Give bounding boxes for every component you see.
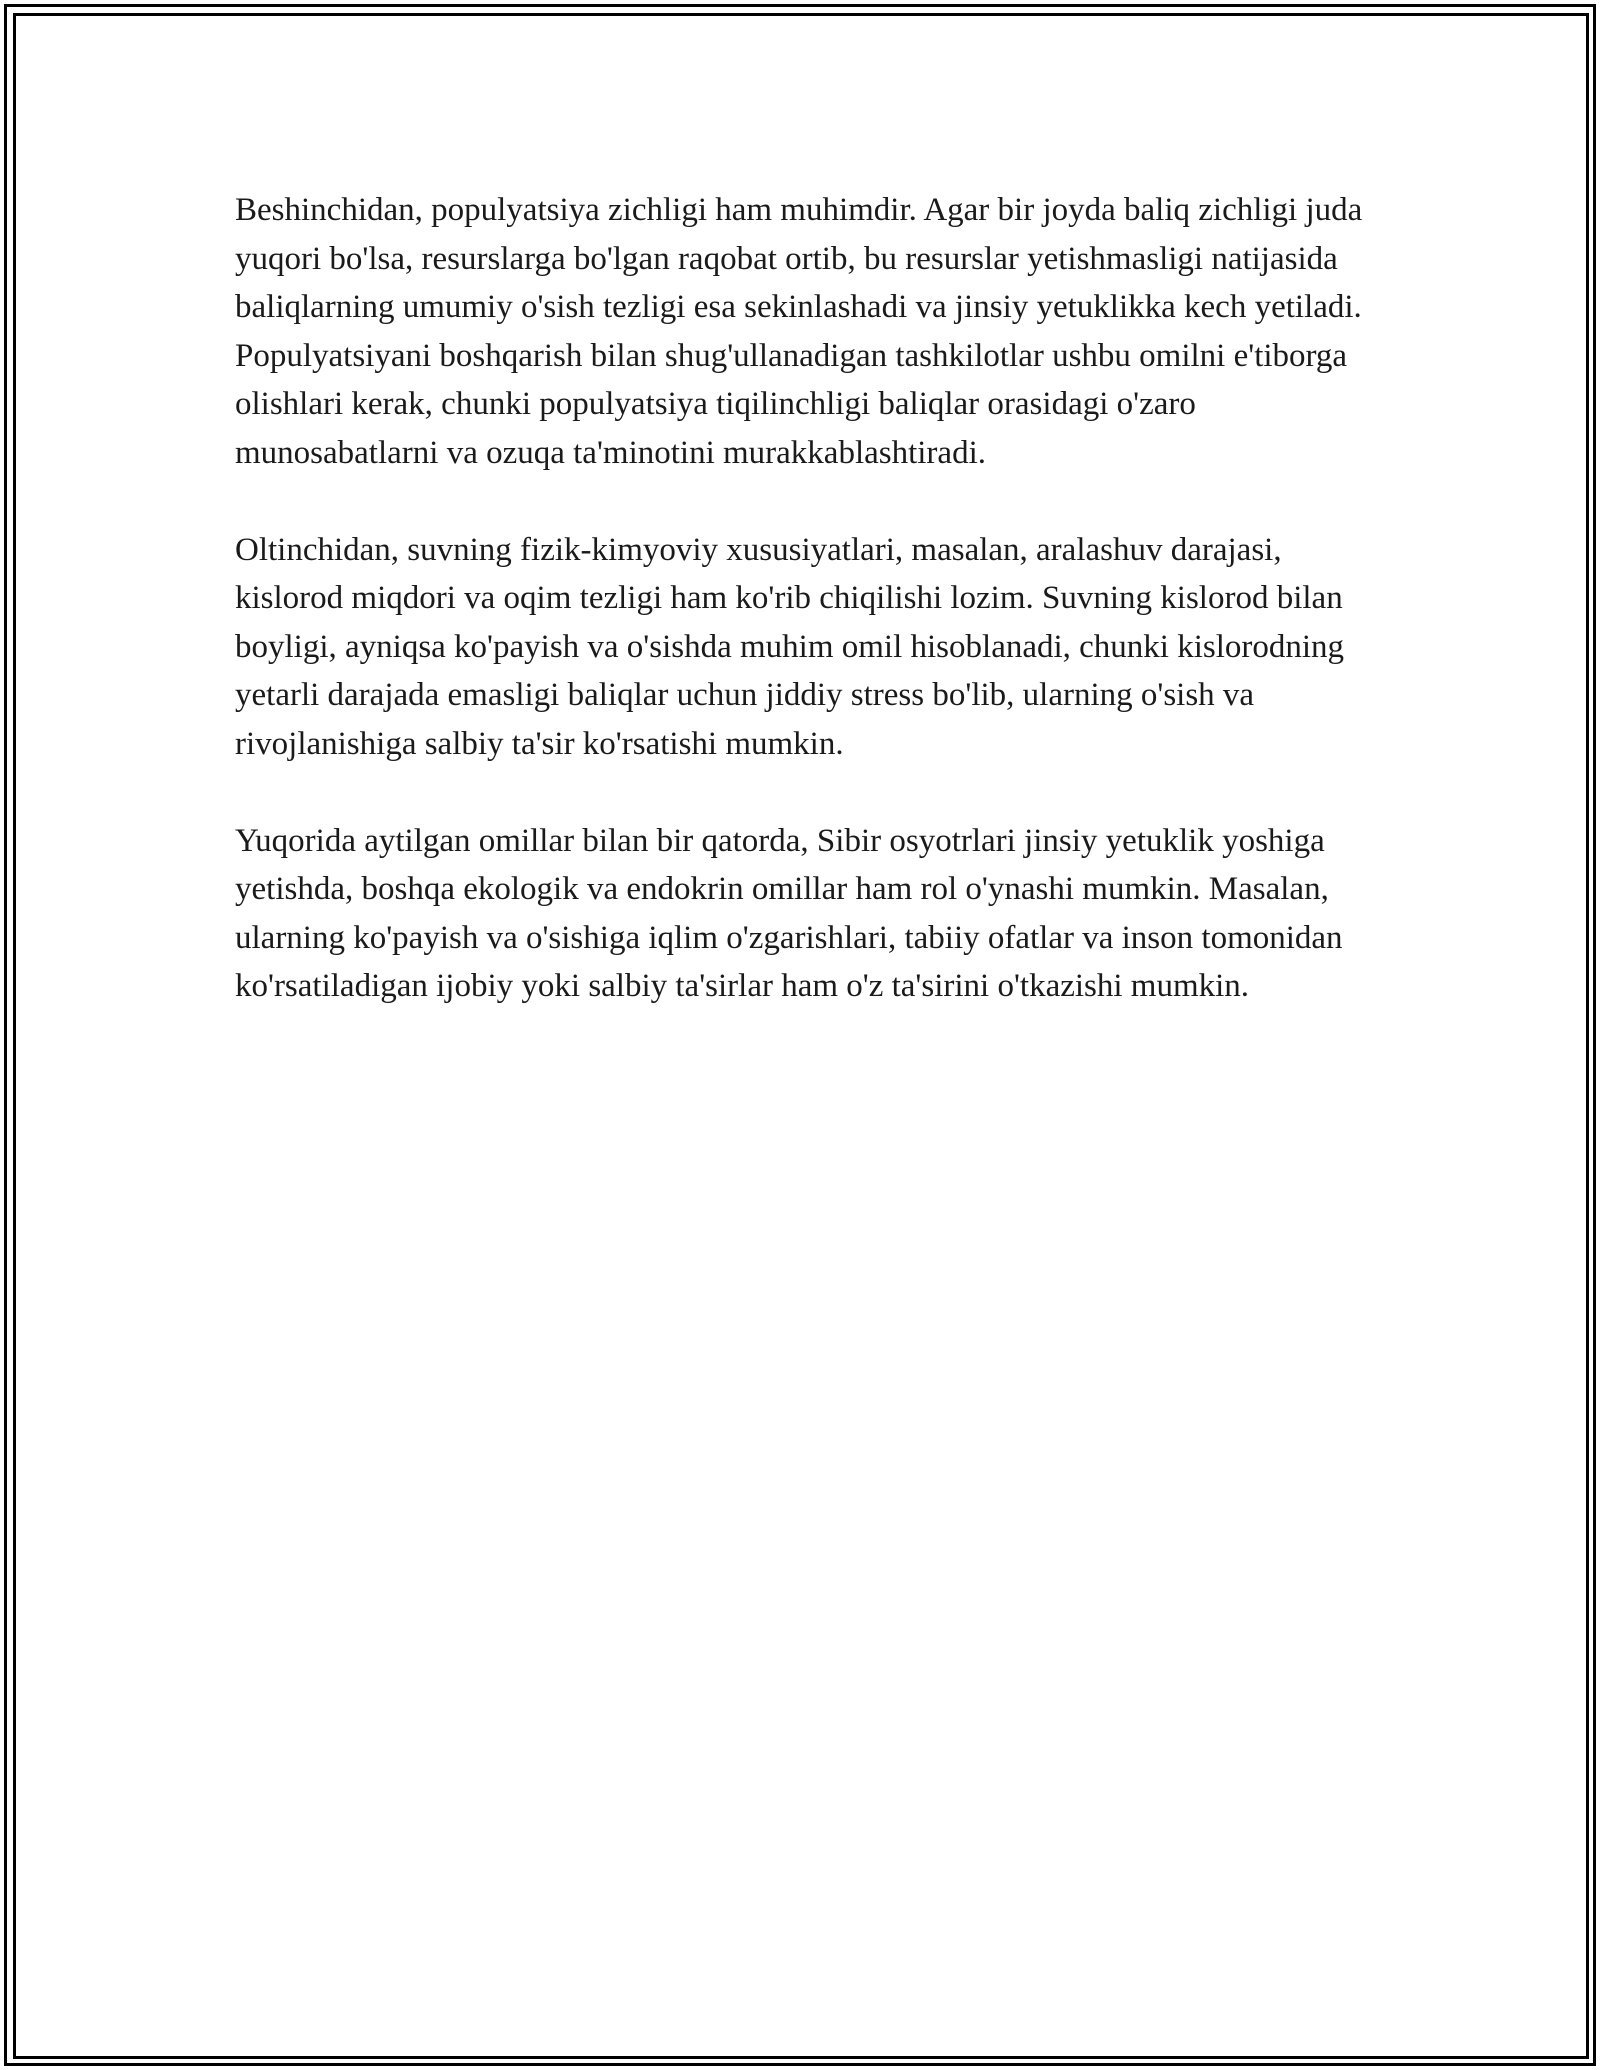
paragraph-other-factors: Yuqorida aytilgan omillar bilan bir qatorda, Sibir osyotrlari jinsiy yetuklik yoshiga yetishda, boshqa ekologik va endokrin omillar ham rol o'ynashi mumkin. Masalan, ularning ko'payish va o'sishiga iqlim o'zgarishlari, tabiiy ofatlar va inson tomonidan ko'rsatiladigan ijobiy yoki salbiy ta'sirlar ham o'z ta'sirini o'tkazishi mumkin. (235, 822, 1343, 1004)
paragraph-population-density: Beshinchidan, populyatsiya zichligi ham muhimdir. Agar bir joyda baliq zichligi juda yuqori bo'lsa, resurslarga bo'lgan raqobat ortib, bu resurslar yetishmasligi natijasida baliqlarning umumiy o'sish tezligi esa sekinlashadi va jinsiy yetuklikka kech yetiladi. Populyatsiyani boshqarish bilan shug'ullanadigan tashkilotlar ushbu omilni e'tiborga olishlari kerak, chunki populyatsiya tiqilinchligi baliqlar orasidagi o'zaro munosabatlarni va ozuqa ta'minotini murakkablashtiradi. (235, 192, 1363, 471)
document-body (235, 186, 1365, 1059)
paragraph-water-properties: Oltinchidan, suvning fizik-kimyoviy xususiyatlari, masalan, aralashuv darajasi, kislorod miqdori va oqim tezligi ham ko'rib chiqilishi lozim. Suvning kislorod bilan boyligi, ayniqsa ko'payish va o'sishda muhim omil hisoblanadi, chunki kislorodning yetarli darajada emasligi baliqlar uchun jiddiy stress bo'lib, ularning o'sish va rivojlanishiga salbiy ta'sir ko'rsatishi mumkin. (235, 531, 1345, 762)
